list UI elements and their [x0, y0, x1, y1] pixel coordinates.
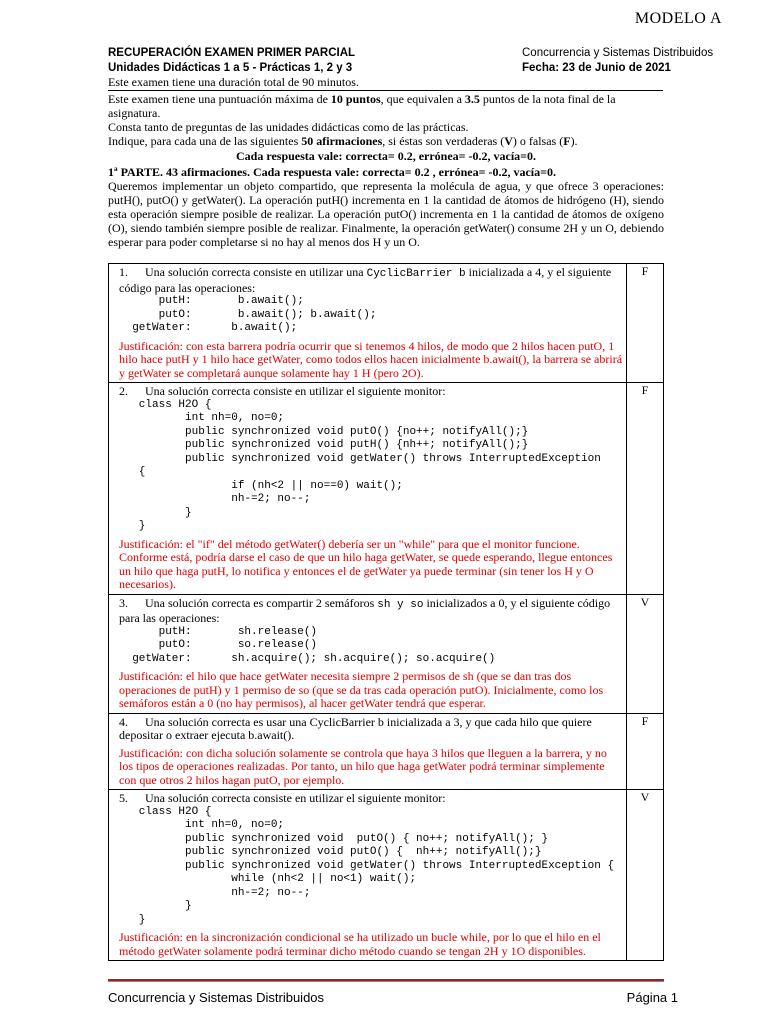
statement-text-continued: inicializada a 4, y el siguiente código para las operaciones:: [119, 265, 612, 295]
question-row: [109, 713, 664, 790]
question-statement: [119, 385, 622, 399]
part-1-title: 1ª PARTE. 43 afirmaciones. Cada respuesta vale: correcta= 0.2 , errónea= -0.2, vacía=0.: [108, 165, 556, 179]
instructions-line-3: Indique, para cada una de las siguientes 50 afirmaciones, si éstas son verdaderas (V) o falsas (F).: [108, 134, 578, 148]
question-row: [109, 264, 664, 383]
course-name: Concurrencia y Sistemas Distribuidos: [522, 47, 714, 59]
question-cell: [109, 594, 627, 713]
question-answer[interactable]: V: [627, 594, 664, 713]
question-number: 1.: [119, 265, 128, 279]
question-cell: [109, 790, 627, 961]
question-number: 4.: [119, 714, 128, 729]
question-code: putH: b.await(); putO: b.await(); b.await(); getWater: b.await();: [132, 295, 377, 334]
footer-divider: [108, 979, 664, 982]
question-justification: Justificación: en la sincronización condicional se ha utilizado un bucle while, por lo que el hilo en el método getWater solamente podrá terminar dicho método cuando se tengan 2H y 1O disponibles.: [119, 930, 601, 958]
question-cell: [109, 383, 627, 595]
question-code: class H2O { int nh=0, no=0; public synchronized void putO() { no++; notifyAll(); } public synchronized void putO() { nh++; notifyAll();} public synchronized void getWater() throws InterruptedException { while (nh<2 || no<1) wait(); nh-=2; no--; } }: [138, 805, 615, 926]
question-answer[interactable]: F: [627, 264, 664, 383]
question-statement: [119, 597, 622, 626]
question-justification: Justificación: el "if" del método getWater() debería ser un "while" para que el monitor funcione. Conforme está, podría darse el caso de que un hilo haga getWater, se quede esperando, llegue entonces un hilo que haga putH, lo notifica y entonces el de getWater ya puede terminar (sin tener los H y O necesarios).: [119, 536, 613, 591]
question-answer[interactable]: F: [627, 713, 664, 790]
question-row: [109, 383, 664, 595]
exam-duration: Este examen tiene una duración total de 90 minutos.: [108, 75, 359, 89]
statement-text: Una solución correcta consiste en utilizar el siguiente monitor:: [145, 791, 446, 805]
statement-text: Una solución correcta consiste en utilizar el siguiente monitor:: [145, 384, 446, 398]
question-statement: [119, 792, 622, 806]
footer-page-number: Página 1: [626, 990, 678, 1005]
statement-text-continued: inicializados a 0, y el siguiente código para las operaciones:: [119, 595, 611, 625]
exam-date: Fecha: 23 de Junio de 2021: [522, 62, 671, 74]
question-number: 3.: [119, 595, 128, 610]
question-answer[interactable]: V: [627, 790, 664, 961]
statement-code-term: CyclicBarrier b: [366, 268, 466, 280]
instructions: [108, 92, 664, 163]
questions-table: [108, 263, 664, 961]
question-answer[interactable]: F: [627, 383, 664, 595]
header-right: [522, 46, 713, 76]
question-row: [109, 790, 664, 961]
statement-text: Una solución correcta es usar una CyclicBarrier b inicializada a 3, y que cada hilo que quiere depositar o extraer ejecuta b.await().: [119, 714, 592, 742]
exam-title: RECUPERACIÓN EXAMEN PRIMER PARCIAL: [108, 47, 356, 59]
question-justification: Justificación: con esta barrera podría ocurrir que si tenemos 4 hilos, de modo que 2 hilos hacen putO, 1 hilo hace putH y 1 hilo hace getWater, como todos ellos hacen inicialmente b.await(), la barrera se abrirá y getWater se completará aunque solamente hay 1 H (pero 2O).: [119, 338, 623, 380]
question-justification: Justificación: el hilo que hace getWater necesita siempre 2 permisos de sh (que se dan tras dos operaciones de putH) y 1 permiso de so (que se da tras cada operación putO). Inicialmente, como los semáforos están a 0 (no hay permisos), al hacer getWater tendrá que esperar.: [119, 669, 604, 710]
statement-code-term: sh y so: [377, 598, 424, 611]
statement-text: Una solución correcta es compartir 2 semáforos: [145, 595, 378, 610]
exam-units: Unidades Didácticas 1 a 5 - Prácticas 1, 2 y 3: [108, 62, 353, 74]
header-left: [108, 46, 355, 76]
question-justification: Justificación: con dicha solución solamente se controla que haya 3 hilos que lleguen a la barrera, y no los tipos de operaciones realizadas. Por tanto, un hilo que haga getWater podrá terminar simplemente con que otros 2 hilos hagan putO, por ejemplo.: [119, 745, 607, 787]
question-cell: [109, 713, 627, 790]
question-statement: [119, 716, 622, 743]
instructions-line-2: Consta tanto de preguntas de las unidades didácticas como de las prácticas.: [108, 120, 469, 134]
part-1-intro: [108, 165, 664, 249]
score-rules: Cada respuesta vale: correcta= 0.2, errónea= -0.2, vacía=0.: [236, 149, 536, 163]
instructions-line-1: Este examen tiene una puntuación máxima de 10 puntos, que equivalen a 3.5 puntos de la nota final de la asignatura.: [108, 92, 616, 120]
question-number: 2.: [119, 384, 128, 398]
footer-course: Concurrencia y Sistemas Distribuidos: [108, 990, 325, 1005]
exam-model-label: MODELO A: [634, 10, 722, 27]
question-code: putH: sh.release() putO: so.release() getWater: sh.acquire(); sh.acquire(); so.acquire(): [132, 625, 496, 665]
question-row: [109, 594, 664, 713]
header-divider: [108, 90, 663, 91]
question-code: class H2O { int nh=0, no=0; public synchronized void putO() {no++; notifyAll();} public synchronized void putH() {nh++; notifyAll();} public synchronized void getWater() throws InterruptedException { if (nh<2 || no==0) wait(); nh-=2; no--; } }: [138, 398, 601, 532]
question-statement: [119, 266, 622, 295]
statement-text: Una solución correcta consiste en utilizar una: [145, 265, 367, 279]
part-1-statement: Queremos implementar un objeto compartido, que representa la molécula de agua, y que ofrece 3 operaciones: putH(), putO() y getWater(). La operación putH() incrementa en 1 la cantidad de átomos de hidrógeno (H), siendo esta operación siempre posible de realizar. La operación putO() incrementa en 1 la cantidad de átomos de oxígeno (O), siendo también siempre posible de realizar. Finalmente, la operación getWater() consume 2H y un O, debiendo esperar para poder completarse si no hay al menos dos H y un O.: [108, 179, 664, 249]
question-number: 5.: [119, 791, 128, 805]
question-cell: [109, 264, 627, 383]
